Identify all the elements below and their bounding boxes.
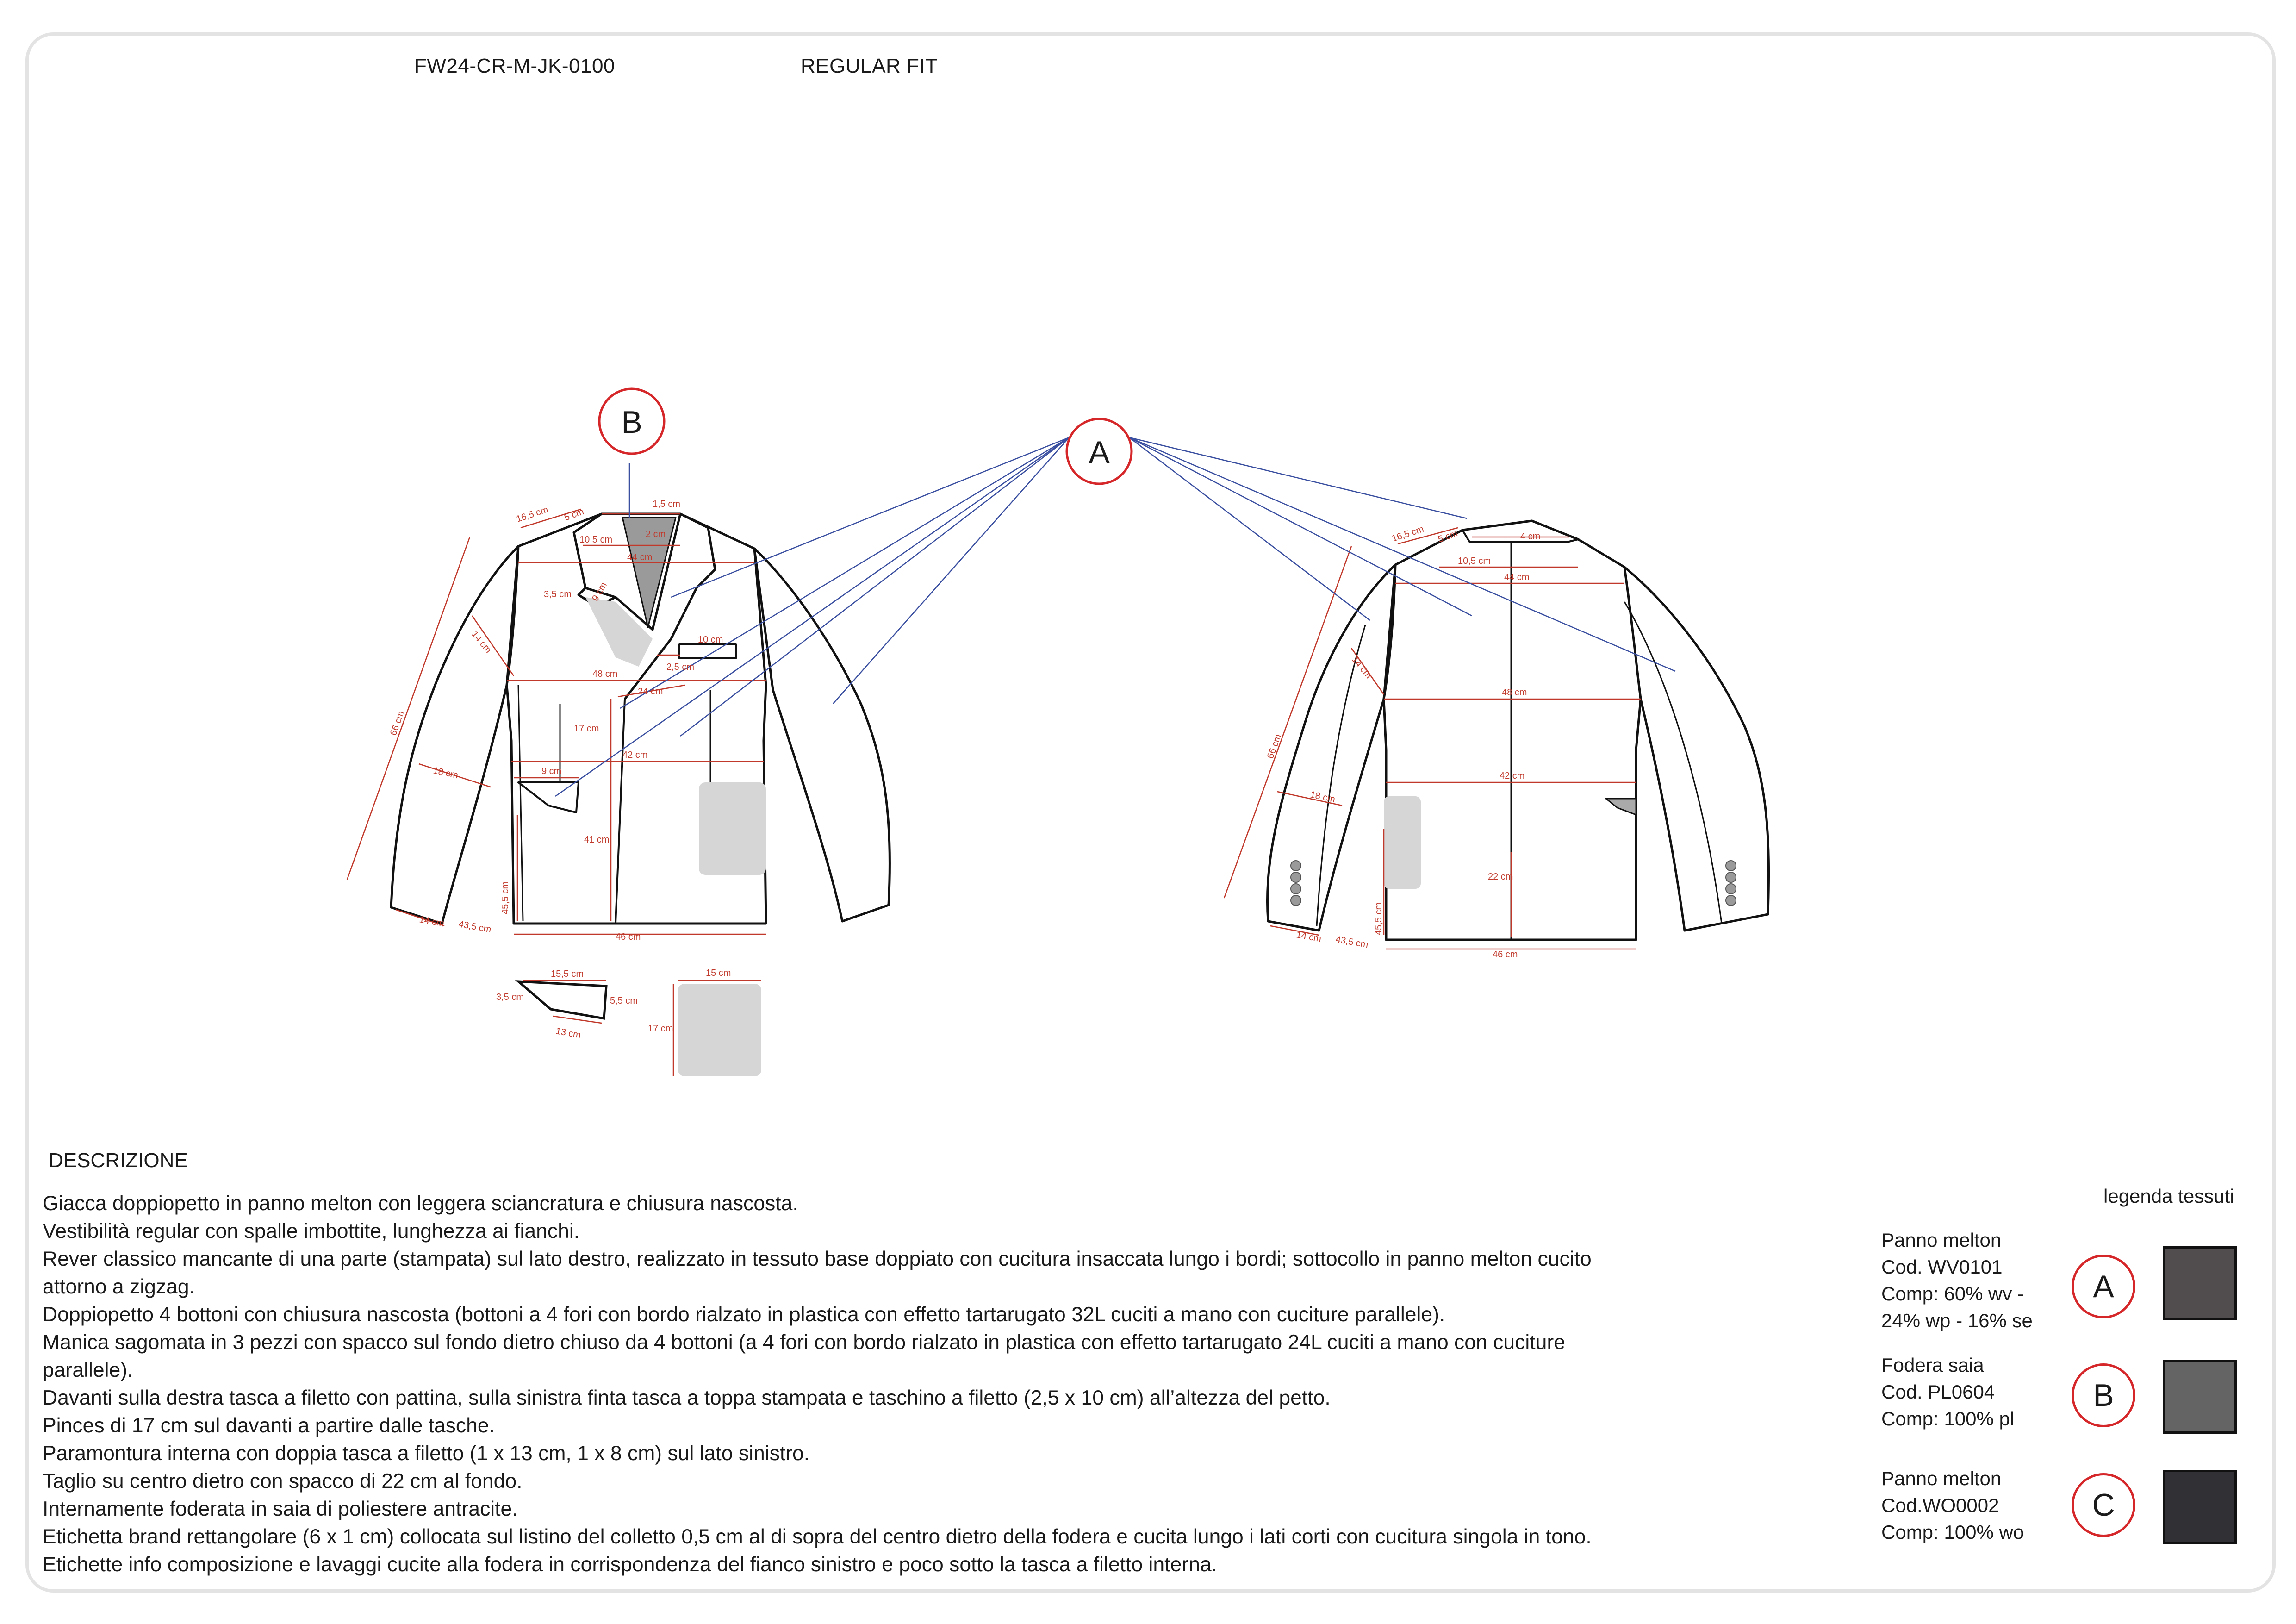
svg-text:45,5 cm: 45,5 cm <box>1374 902 1384 935</box>
back-inner-pocket <box>1384 796 1421 889</box>
svg-text:A: A <box>1089 435 1110 470</box>
svg-text:14 cm: 14 cm <box>1295 930 1322 944</box>
legend-item-b-text <box>1881 1352 2014 1432</box>
svg-text:24 cm: 24 cm <box>638 687 663 697</box>
svg-text:42 cm: 42 cm <box>622 750 648 760</box>
description-line: parallele). <box>43 1359 133 1381</box>
svg-text:42 cm: 42 cm <box>1500 771 1525 781</box>
svg-text:3,5 cm: 3,5 cm <box>496 992 524 1002</box>
svg-text:43,5 cm: 43,5 cm <box>458 919 492 935</box>
description-line: Internamente foderata in saia di poliestere antracite. <box>43 1498 518 1520</box>
flap-detail <box>518 981 606 1018</box>
callout-a <box>1067 419 1132 484</box>
chest-pocket <box>679 644 736 658</box>
svg-text:13 cm: 13 cm <box>555 1026 582 1041</box>
svg-text:48 cm: 48 cm <box>1502 687 1527 698</box>
legend-item-c-text <box>1881 1465 2024 1546</box>
legend-circle-c: C <box>2072 1473 2135 1537</box>
svg-text:45,5 cm: 45,5 cm <box>500 881 510 914</box>
svg-text:66 cm: 66 cm <box>388 710 407 737</box>
description-line: Manica sagomata in 3 pezzi con spacco sul fondo dietro chiuso da 4 bottoni (a 4 fori con bordo rialzato in plastica con effetto tartarugato 24L cuciti a mano con cuciture <box>43 1331 1565 1354</box>
svg-text:17 cm: 17 cm <box>574 724 599 734</box>
fit-label: REGULAR FIT <box>801 55 938 77</box>
svg-text:2,5 cm: 2,5 cm <box>666 662 695 672</box>
description-body <box>43 1190 1755 1579</box>
description-line: Etichetta brand rettangolare (6 x 1 cm) collocata sul listino del colletto 0,5 cm al di sopra del centro dietro della fodera e cucita lungo i lati corti con cucitura singola in tono. <box>43 1525 1592 1548</box>
legend-line: Comp: 60% wv - <box>1881 1283 2024 1305</box>
front-right-sleeve <box>754 549 890 921</box>
description-line: Rever classico mancante di una parte (stampata) sul lato destro, realizzato in tessuto base doppiato con cucitura insaccata lungo i bordi; sottocollo in panno melton cucito <box>43 1248 1592 1270</box>
description-line: Etichette info composizione e lavaggi cucite alla fodera in corrispondenza del fianco sinistro e poco sotto la tasca a filetto interna. <box>43 1553 1217 1576</box>
legend-line: Panno melton <box>1881 1229 2002 1251</box>
svg-text:46 cm: 46 cm <box>616 932 641 942</box>
swatch-b <box>2163 1360 2237 1434</box>
svg-text:5 cm: 5 cm <box>563 506 585 523</box>
svg-text:48 cm: 48 cm <box>592 669 618 679</box>
description-title: DESCRIZIONE <box>49 1149 188 1172</box>
legend-line: Fodera saia <box>1881 1354 1984 1376</box>
legend-title: legenda tessuti <box>2103 1185 2234 1207</box>
svg-text:5 cm: 5 cm <box>1437 528 1459 545</box>
front-left-sleeve <box>391 546 518 924</box>
svg-text:1,5 cm: 1,5 cm <box>653 499 681 509</box>
swatch-c <box>2163 1470 2237 1544</box>
legend-line: Comp: 100% pl <box>1881 1408 2015 1430</box>
description-line: Davanti sulla destra tasca a filetto con pattina, sulla sinistra finta tasca a toppa stampata e taschino a filetto (2,5 x 10 cm) all’altezza del petto. <box>43 1387 1331 1409</box>
svg-text:15 cm: 15 cm <box>706 968 731 978</box>
legend-line: 24% wp - 16% se <box>1881 1310 2033 1331</box>
svg-text:44 cm: 44 cm <box>1504 572 1530 582</box>
description-line: Paramontura interna con doppia tasca a filetto (1 x 13 cm, 1 x 8 cm) sul lato sinistro. <box>43 1442 810 1465</box>
description-line: attorno a zigzag. <box>43 1275 195 1298</box>
svg-text:44 cm: 44 cm <box>627 552 653 562</box>
svg-text:10 cm: 10 cm <box>698 635 723 645</box>
svg-text:18 cm: 18 cm <box>432 765 459 781</box>
description-line: Vestibilità regular con spalle imbottite, lunghezza ai fianchi. <box>43 1220 580 1243</box>
legend-line: Cod.WO0002 <box>1881 1494 1999 1516</box>
legend-line: Panno melton <box>1881 1468 2002 1489</box>
svg-text:14 cm: 14 cm <box>1350 655 1374 681</box>
legend-circle-a: A <box>2072 1255 2135 1318</box>
svg-text:17 cm: 17 cm <box>648 1024 673 1034</box>
svg-text:2 cm: 2 cm <box>646 529 666 539</box>
svg-text:16,5 cm: 16,5 cm <box>515 504 550 525</box>
legend-line: Cod. PL0604 <box>1881 1381 1995 1403</box>
svg-text:5,5 cm: 5,5 cm <box>610 996 638 1006</box>
patch-detail <box>678 984 761 1076</box>
svg-text:B: B <box>621 405 642 440</box>
description-line: Giacca doppiopetto in panno melton con leggera sciancratura e chiusura nascosta. <box>43 1192 798 1215</box>
svg-text:10,5 cm: 10,5 cm <box>579 535 613 545</box>
svg-text:4 cm: 4 cm <box>1520 531 1541 542</box>
svg-text:9 cm: 9 cm <box>590 580 610 603</box>
legend-circle-b: B <box>2072 1363 2135 1427</box>
svg-text:14 cm: 14 cm <box>469 629 494 655</box>
description-line: Doppiopetto 4 bottoni con chiusura nascosta (bottoni a 4 fori con bordo rialzato in plastica con effetto tartarugato 32L cuciti a mano con cuciture parallele). <box>43 1303 1445 1326</box>
legend-line: Cod. WV0101 <box>1881 1256 2003 1278</box>
svg-text:15,5 cm: 15,5 cm <box>551 969 584 979</box>
svg-text:16,5 cm: 16,5 cm <box>1390 524 1425 544</box>
svg-text:3,5 cm: 3,5 cm <box>544 589 572 600</box>
legend-item-a-text <box>1881 1227 2033 1334</box>
front-jacket <box>391 514 890 924</box>
back-left-sleeve <box>1267 565 1395 931</box>
callout-b <box>599 389 664 454</box>
svg-text:66 cm: 66 cm <box>1265 733 1284 760</box>
svg-text:43,5 cm: 43,5 cm <box>1335 934 1369 950</box>
swatch-a <box>2163 1246 2237 1320</box>
back-right-sleeve <box>1624 567 1769 931</box>
description-line: Taglio su centro dietro con spacco di 22 cm al fondo. <box>43 1470 523 1493</box>
svg-text:18 cm: 18 cm <box>1309 789 1336 805</box>
legend-line: Comp: 100% wo <box>1881 1521 2024 1543</box>
printed-patch-pocket <box>699 782 766 875</box>
svg-text:46 cm: 46 cm <box>1493 949 1518 960</box>
svg-text:41 cm: 41 cm <box>584 835 610 845</box>
description-line: Pinces di 17 cm sul davanti a partire dalle tasche. <box>43 1414 495 1437</box>
svg-text:10,5 cm: 10,5 cm <box>1458 556 1491 566</box>
svg-text:9 cm: 9 cm <box>541 766 562 776</box>
style-code: FW24-CR-M-JK-0100 <box>414 55 615 77</box>
svg-text:14 cm: 14 cm <box>418 914 445 929</box>
svg-text:22 cm: 22 cm <box>1488 872 1513 882</box>
